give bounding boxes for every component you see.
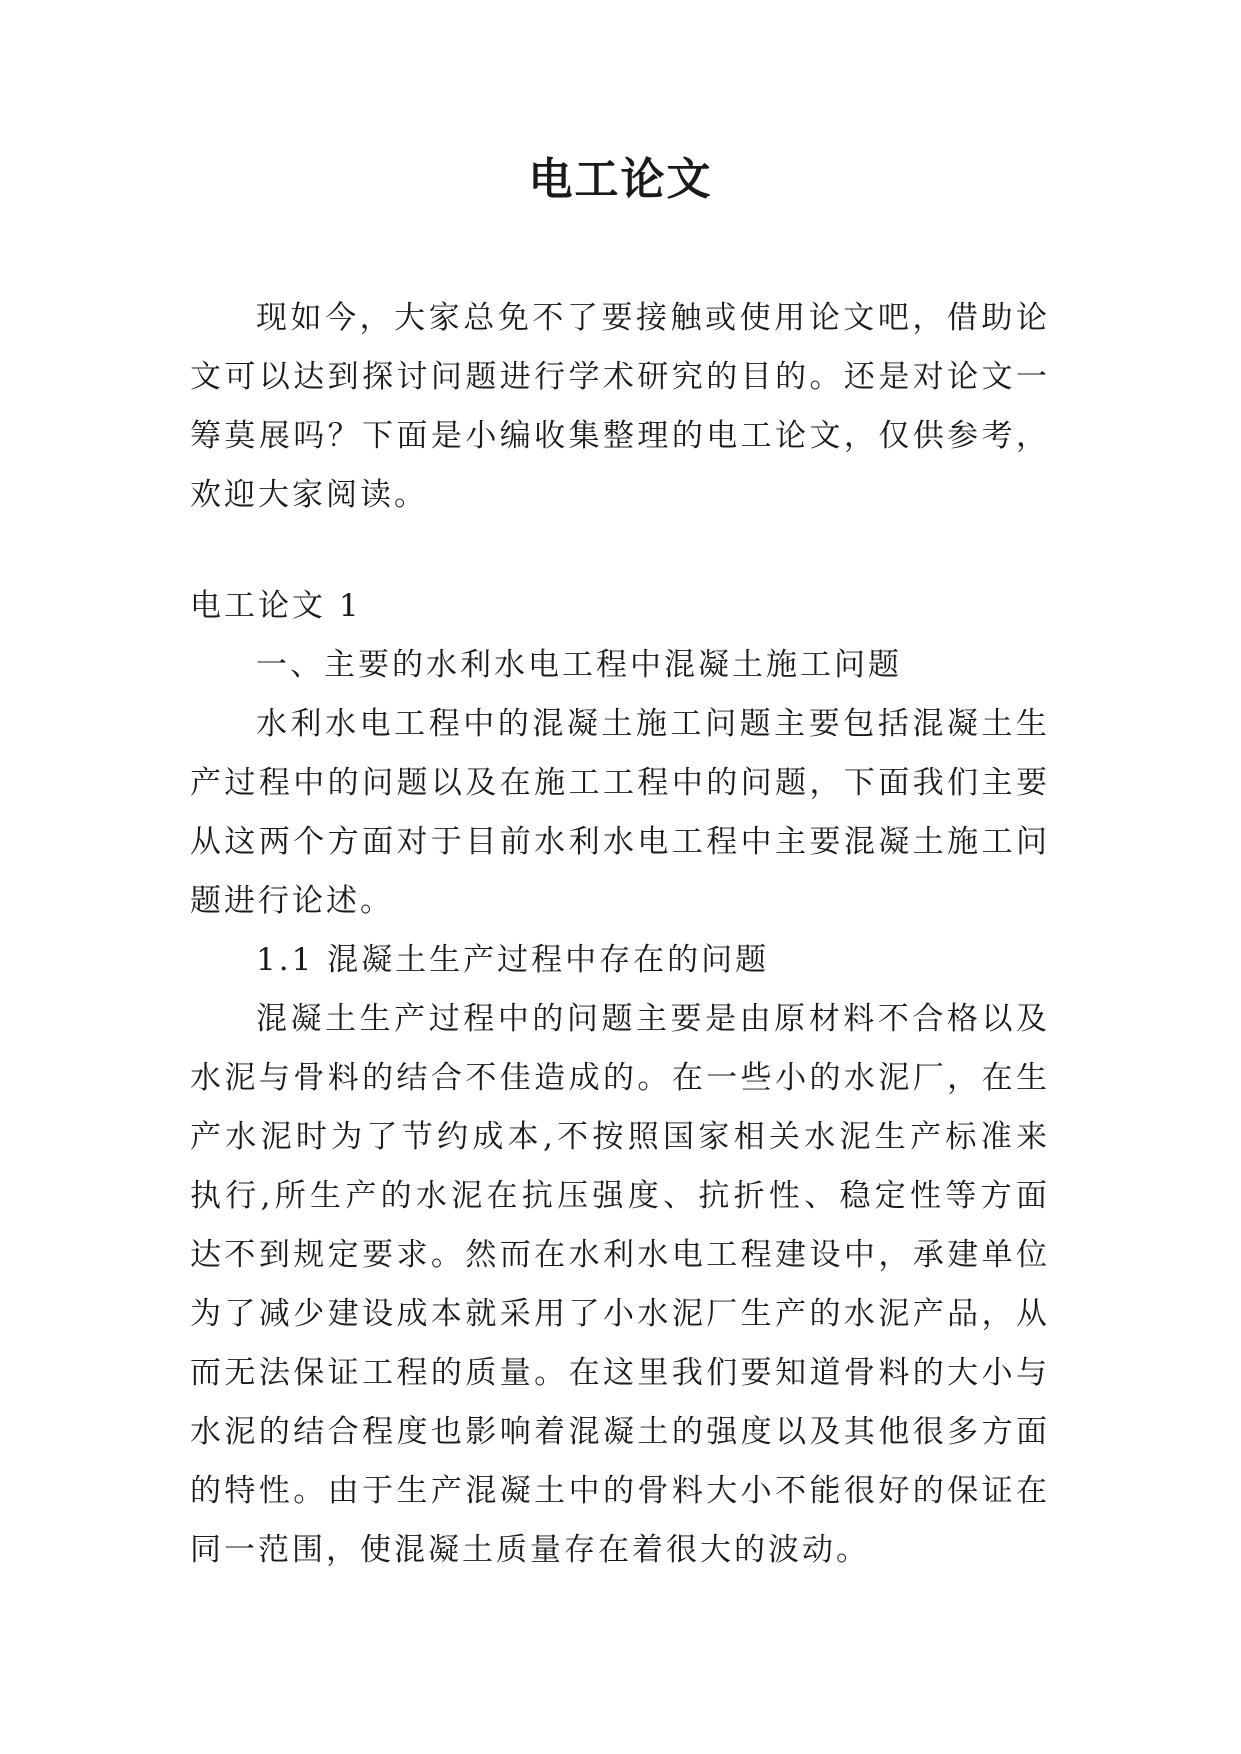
intro-block bbox=[190, 289, 1050, 525]
section-heading: 一、主要的水利水电工程中混凝土施工问题 bbox=[256, 647, 902, 683]
subsection-paragraph: 混凝土生产过程中的问题主要是由原材料不合格以及水泥与骨料的结合不佳造成的。在一些小的水泥厂，在生产水泥时为了节约成本,不按照国家相关水泥生产标准来执行,所生产的水泥在抗压强度、抗折性、稳定性等方面达不到规定要求。然而在水利水电工程建设中，承建单位为了减少建设成本就采用了小水泥厂生产的水泥产品，从而无法保证工程的质量。在这里我们要知道骨料的大小与水泥的结合程度也影响着混凝土的强度以及其他很多方面的特性。由于生产混凝土中的骨料大小不能很好的保证在同一范围，使混凝土质量存在着很大的波动。 bbox=[190, 1001, 1050, 1568]
section-paragraph: 水利水电工程中的混凝土施工问题主要包括混凝土生产过程中的问题以及在施工工程中的问题，下面我们主要从这两个方面对于目前水利水电工程中主要混凝土施工问题进行论述。 bbox=[190, 706, 1050, 919]
document-title: 电工论文 bbox=[528, 154, 713, 205]
subsection-heading: 1.1 混凝土生产过程中存在的问题 bbox=[256, 942, 770, 978]
intro-paragraph: 现如今，大家总免不了要接触或使用论文吧，借助论文可以达到探讨问题进行学术研究的目的。还是对论文一筹莫展吗？下面是小编收集整理的电工论文，仅供参考，欢迎大家阅读。 bbox=[190, 300, 1050, 513]
article-heading: 电工论文 1 bbox=[190, 588, 362, 624]
article-block bbox=[190, 577, 1050, 1580]
